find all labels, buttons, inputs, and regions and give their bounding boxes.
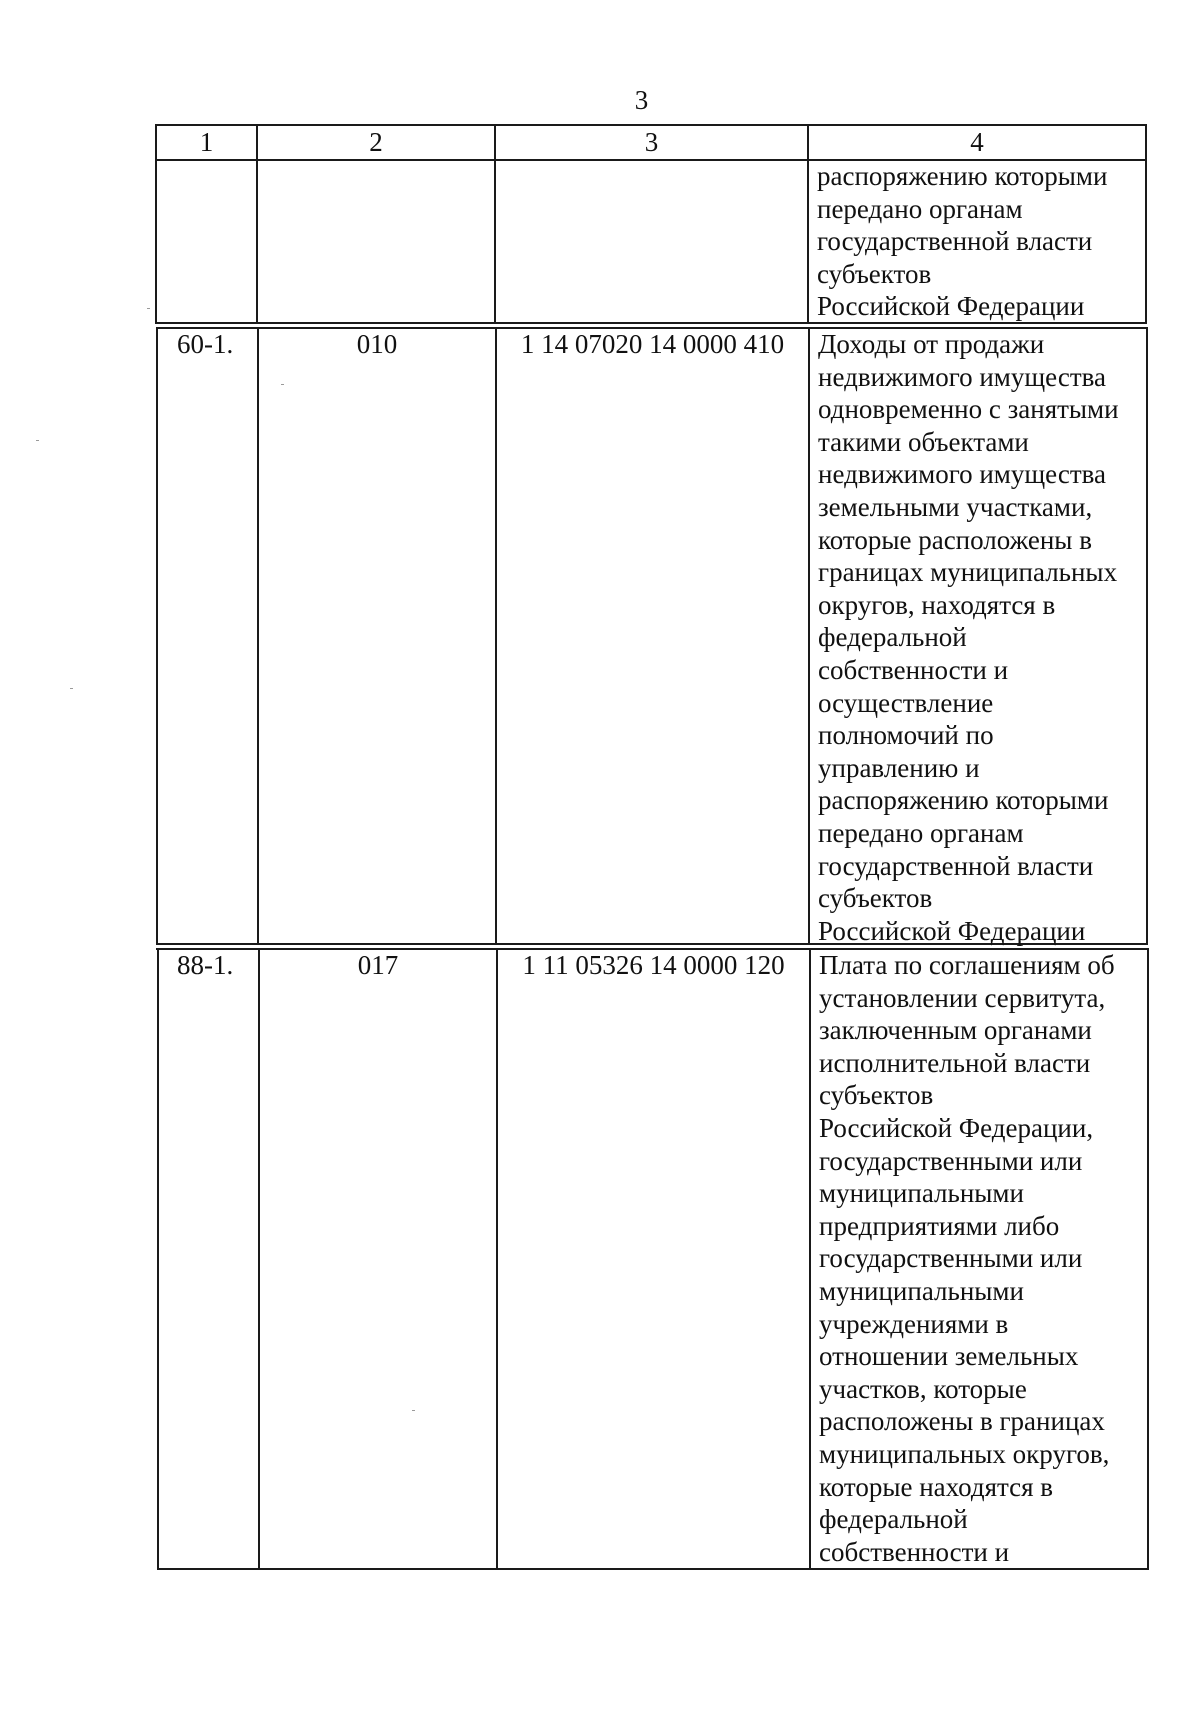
col-divider — [1146, 327, 1148, 945]
revenue-description: распоряжению которыми передано органам государственной власти субъектов Российской Федерации — [817, 161, 1108, 322]
scan-speck — [70, 688, 73, 689]
col-divider — [258, 948, 260, 1570]
budget-classification-code: 1 11 05326 14 0000 120 — [522, 950, 785, 980]
col-divider — [495, 327, 497, 945]
header-col-1: 1 — [199, 127, 214, 157]
row-number: 60-1. — [177, 329, 234, 359]
revenue-description: Плата по соглашениям об установлении сервитута, заключенным органами исполнительной власти субъектов Российской Федерации, государственными или муниципальными предприятиями либо государственными или муниципальными учреждениями в отношении земельных участков, которые расположены в границах муниципальных округов, которые находятся в федеральной собственности и — [819, 950, 1115, 1567]
col-divider — [808, 327, 810, 945]
admin-code: 010 — [356, 329, 398, 359]
header-col-3: 3 — [644, 127, 659, 157]
scan-speck — [412, 1410, 415, 1411]
admin-code: 017 — [357, 950, 399, 980]
scan-speck — [36, 440, 39, 441]
col-divider — [496, 948, 498, 1570]
table-bottom-border — [157, 1568, 1148, 1570]
revenue-description: Доходы от продажи недвижимого имущества одновременно с занятыми такими объектами недвижимого имущества земельными участками, которые расположены в границах муниципальных округов, находятся в федеральной собственности и осуществление полномочий по управлению и распоряжению которыми передано органам государственной власти субъектов Российской Федерации — [818, 329, 1119, 946]
col-divider — [257, 327, 259, 945]
header-col-2: 2 — [369, 127, 383, 157]
col-divider — [156, 327, 158, 945]
header-col-4: 4 — [970, 127, 984, 157]
col-divider — [1147, 948, 1149, 1570]
row-number: 88-1. — [177, 950, 234, 980]
budget-classification-code: 1 14 07020 14 0000 410 — [520, 329, 785, 359]
col-divider — [1145, 124, 1147, 324]
col-divider — [809, 948, 811, 1570]
page-number: 3 — [634, 85, 649, 115]
scan-speck — [147, 308, 150, 309]
col-divider — [157, 948, 159, 1570]
scan-speck — [281, 384, 284, 385]
